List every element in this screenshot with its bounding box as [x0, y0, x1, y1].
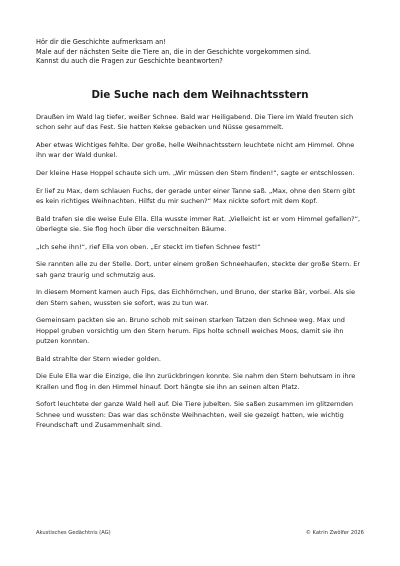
- instruction-line: Kannst du auch die Fragen zur Geschichte beantworten?: [36, 57, 223, 66]
- story-text: [36, 112, 364, 430]
- story-paragraph: Bald strahlte der Stern wieder golden.: [36, 354, 161, 363]
- story-paragraph: Aber etwas Wichtiges fehlte. Der große, helle Weihnachtsstern leuchtete nicht am Himmel. Ohne ihn war der Wald dunkel.: [36, 140, 355, 159]
- story-title: Die Suche nach dem Weihnachtsstern: [91, 89, 309, 101]
- story-paragraph: Sie rannten alle zu der Stelle. Dort, unter einem großen Schneehaufen, steckte der große Stern. Er sah ganz traurig und schmutzig aus.: [36, 260, 361, 279]
- footer-left: Akustisches Gedächtnis (AG): [36, 530, 111, 536]
- story-paragraph: Er lief zu Max, dem schlauen Fuchs, der gerade unter einer Tanne saß. „Max, ohne den Stern gibt es kein richtiges Weihnachten. Hilfst du mir suchen?“ Max nickte sofort mit dem Kopf.: [36, 186, 356, 205]
- instruction-line: Male auf der nächsten Seite die Tiere an, die in der Geschichte vorgekommen sind.: [36, 47, 312, 56]
- story-paragraph: „Ich sehe ihn!“, rief Ella von oben. „Er steckt im tiefen Schnee fest!“: [36, 242, 261, 251]
- story-paragraph: Draußen im Wald lag tiefer, weißer Schnee. Bald war Heiligabend. Die Tiere im Wald freuten sich schon sehr auf das Fest. Sie hatten Kekse gebacken und Nüsse gesammelt.: [36, 112, 354, 131]
- instructions: [36, 38, 364, 67]
- footer-right: © Katrin Zwölfer 2026: [305, 530, 364, 536]
- page-footer: [36, 530, 364, 537]
- story-paragraph: Die Eule Ella war die Einzige, die ihn zurückbringen konnte. Sie nahm den Stern behutsam in ihre Krallen und flog in den Himmel hinauf. Dort hängte sie ihn an seinen alten Platz.: [36, 372, 356, 391]
- story-paragraph: Sofort leuchtete der ganze Wald hell auf. Die Tiere jubelten. Sie saßen zusammen im glitzernden Schnee und wussten: Das war das schönste Weihnachten, weil sie gezeigt hatten, wie wichtig Freundschaft und Zusammenhalt sind.: [36, 400, 354, 429]
- story-paragraph: Bald trafen sie die weise Eule Ella. Ella wusste immer Rat. „Vielleicht ist er vom Himmel gefallen?“, überlegte sie. Sie flog hoch über die verschneiten Bäume.: [36, 214, 361, 233]
- story-paragraph: Gemeinsam packten sie an. Bruno schob mit seinen starken Tatzen den Schnee weg. Max und Hoppel gruben vorsichtig um den Stern herum. Fips holte schnell weiches Moos, damit sie ihn putzen konnten.: [36, 316, 345, 345]
- instruction-line: Hör dir die Geschichte aufmerksam an!: [36, 38, 166, 46]
- story-paragraph: Der kleine Hase Hoppel schaute sich um. „Wir müssen den Stern finden!“, sagte er entschlossen.: [36, 168, 355, 177]
- story-paragraph: In diesem Moment kamen auch Fips, das Eichhörnchen, und Bruno, der starke Bär, vorbei. Als sie den Stern sahen, wussten sie sofort, was zu tun war.: [36, 288, 356, 307]
